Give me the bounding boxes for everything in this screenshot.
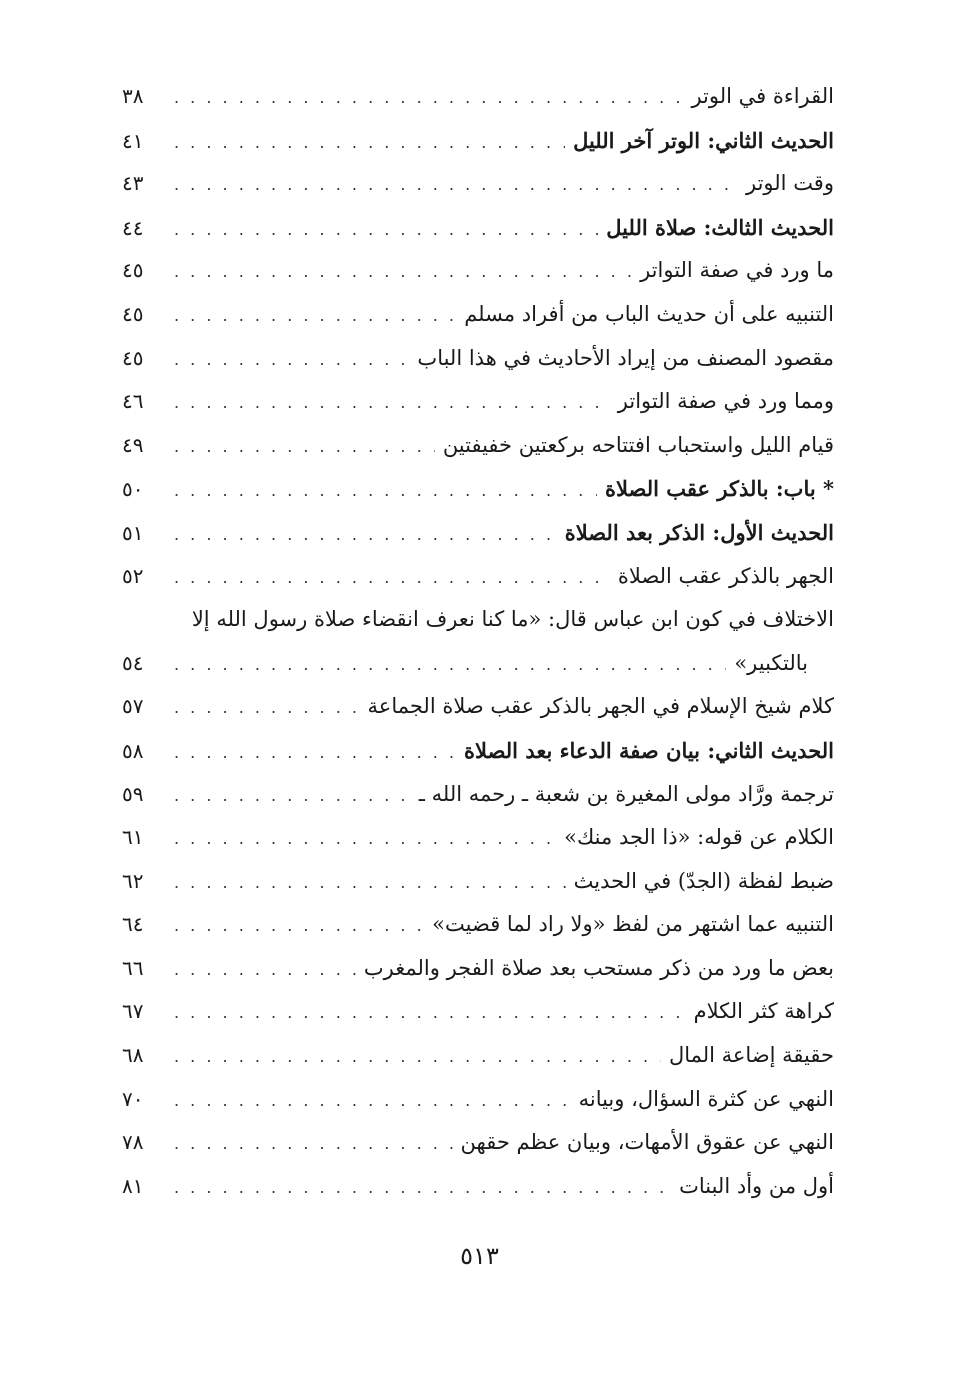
toc-entry xyxy=(122,293,834,337)
toc-entry-title: النهي عن كثرة السؤال، وبيانه xyxy=(578,1086,834,1111)
dot-leader xyxy=(174,381,610,425)
toc-entry xyxy=(122,249,834,293)
toc-entry xyxy=(122,424,834,468)
dot-leader xyxy=(174,513,557,557)
toc-entry-page: ٧٠ xyxy=(122,1086,144,1111)
toc-entry xyxy=(122,642,834,686)
toc-entry xyxy=(122,467,834,511)
toc-entry-title: التنبيه على أن حديث الباب من أفراد مسلم xyxy=(464,301,834,326)
dot-leader xyxy=(174,338,409,382)
toc-entry xyxy=(122,990,834,1034)
toc-entry xyxy=(122,1078,834,1122)
toc-entry-page: ٥٧ xyxy=(122,694,144,719)
toc-entry-page: ٥٠ xyxy=(122,477,144,502)
toc-entry xyxy=(122,1165,834,1209)
toc-entry-title: ما ورد في صفة التواتر xyxy=(640,258,834,283)
toc-entry-title: الاختلاف في كون ابن عباس قال: «ما كنا نعرف انقضاء صلاة رسول الله إلا xyxy=(191,607,834,632)
toc-entry-page: ٦٧ xyxy=(122,999,144,1024)
toc-entry-title: ترجمة ورَّاد مولى المغيرة بن شعبة ـ رحمه الله ـ xyxy=(418,781,834,806)
toc-entry xyxy=(122,860,834,904)
toc-entry-title: مقصود المصنف من إيراد الأحاديث في هذا الباب xyxy=(417,345,834,370)
toc-entry xyxy=(122,816,834,860)
toc-entry xyxy=(122,380,834,424)
toc-entry-title: الحديث الثالث: صلاة الليل xyxy=(606,214,834,240)
dot-leader xyxy=(174,861,566,905)
toc-entry-title: وقت الوتر xyxy=(746,171,834,196)
dot-leader xyxy=(174,904,424,948)
dot-leader xyxy=(174,425,435,469)
toc-entry-page: ٥٨ xyxy=(122,738,144,763)
toc-entry-title: الحديث الثاني: بيان صفة الدعاء بعد الصلاة xyxy=(464,737,834,763)
toc-entry-title: ضبط لفظة (الجدّ) في الحديث xyxy=(573,868,834,893)
toc-entry-title: الحديث الثاني: الوتر آخر الليل xyxy=(573,127,834,153)
dot-leader xyxy=(174,817,556,861)
toc-entry xyxy=(122,947,834,991)
toc-entry xyxy=(122,903,834,947)
toc-entry-page: ٤٩ xyxy=(122,432,144,457)
toc-entry-page: ٥٢ xyxy=(122,563,144,588)
toc-entry xyxy=(122,729,834,773)
toc-entry-page: ٥٩ xyxy=(122,781,144,806)
toc-entry xyxy=(122,1121,834,1165)
dot-leader xyxy=(174,294,456,338)
toc-entry-page: ٦١ xyxy=(122,825,144,850)
toc-entry-page: ٤٥ xyxy=(122,301,144,326)
page-number: ٥١٣ xyxy=(460,1242,499,1270)
toc-entry-title: أول من وأد البنات xyxy=(679,1173,834,1198)
toc-entry xyxy=(122,119,834,163)
toc-entry-page: ٦٦ xyxy=(122,955,144,980)
dot-leader xyxy=(174,991,686,1035)
toc-entry xyxy=(122,75,834,119)
toc-entry xyxy=(122,1034,834,1078)
dot-leader xyxy=(174,208,598,252)
toc-entry-title: بالتكبير» xyxy=(734,650,808,675)
toc-entry-title: * باب: بالذكر عقب الصلاة xyxy=(605,476,834,502)
dot-leader xyxy=(174,250,632,294)
dot-leader xyxy=(174,1079,571,1123)
dot-leader xyxy=(174,163,738,207)
table-of-contents xyxy=(122,75,834,1208)
dot-leader xyxy=(174,686,360,730)
toc-entry-title: الحديث الأول: الذكر بعد الصلاة xyxy=(564,519,834,545)
dot-leader xyxy=(174,556,610,600)
toc-entry-title: القراءة في الوتر xyxy=(691,84,834,108)
toc-entry-title: كلام شيخ الإسلام في الجهر بالذكر عقب صلاة الجماعة xyxy=(367,694,834,719)
toc-entry-title: كراهة كثر الكلام xyxy=(693,999,834,1024)
toc-entry-page: ٤٥ xyxy=(122,258,144,283)
toc-entry xyxy=(122,685,834,729)
dot-leader xyxy=(174,774,411,818)
dot-leader xyxy=(174,1122,453,1166)
toc-entry-title: النهي عن عقوق الأمهات، وبيان عظم حقهن xyxy=(460,1130,834,1155)
toc-entry-page: ٣٨ xyxy=(122,84,144,108)
toc-entry-page: ٥٤ xyxy=(122,650,144,675)
dot-leader xyxy=(174,948,356,992)
toc-entry xyxy=(122,337,834,381)
toc-entry xyxy=(122,773,834,817)
dot-leader xyxy=(174,121,565,165)
toc-entry-page: ٤٣ xyxy=(122,171,144,196)
dot-leader xyxy=(174,1166,671,1210)
toc-entry-page: ٤١ xyxy=(122,128,144,153)
toc-entry-title: الجهر بالذكر عقب الصلاة xyxy=(617,563,834,588)
toc-entry-title: بعض ما ورد من ذكر مستحب بعد صلاة الفجر والمغرب xyxy=(363,955,834,980)
dot-leader xyxy=(174,1035,661,1079)
toc-entry-page: ٨١ xyxy=(122,1173,144,1198)
toc-entry-page: ٤٦ xyxy=(122,389,144,414)
dot-leader xyxy=(174,643,726,687)
toc-entry xyxy=(122,162,834,206)
toc-entry-page: ٥١ xyxy=(122,520,144,545)
toc-entry xyxy=(122,555,834,599)
toc-entry-page: ٦٤ xyxy=(122,912,144,937)
toc-entry-page: ٧٨ xyxy=(122,1130,144,1155)
toc-entry-title: حقيقة إضاعة المال xyxy=(668,1043,834,1068)
toc-entry xyxy=(122,598,834,642)
toc-entry-page: ٦٨ xyxy=(122,1043,144,1068)
toc-entry-title: قيام الليل واستحباب افتتاحه بركعتين خفيفتين xyxy=(442,432,834,457)
toc-entry-title: التنبيه عما اشتهر من لفظ «ولا راد لما قضيت» xyxy=(432,912,834,937)
dot-leader xyxy=(174,469,597,513)
toc-entry xyxy=(122,206,834,250)
toc-entry-page: ٤٥ xyxy=(122,345,144,370)
toc-entry-title: الكلام عن قوله: «ذا الجد منك» xyxy=(564,825,834,850)
toc-entry-page: ٤٤ xyxy=(122,215,144,240)
dot-leader xyxy=(174,731,456,775)
toc-entry-title: ومما ورد في صفة التواتر xyxy=(617,389,834,414)
toc-entry xyxy=(122,511,834,555)
toc-entry-page: ٦٢ xyxy=(122,868,144,893)
dot-leader xyxy=(174,76,683,120)
